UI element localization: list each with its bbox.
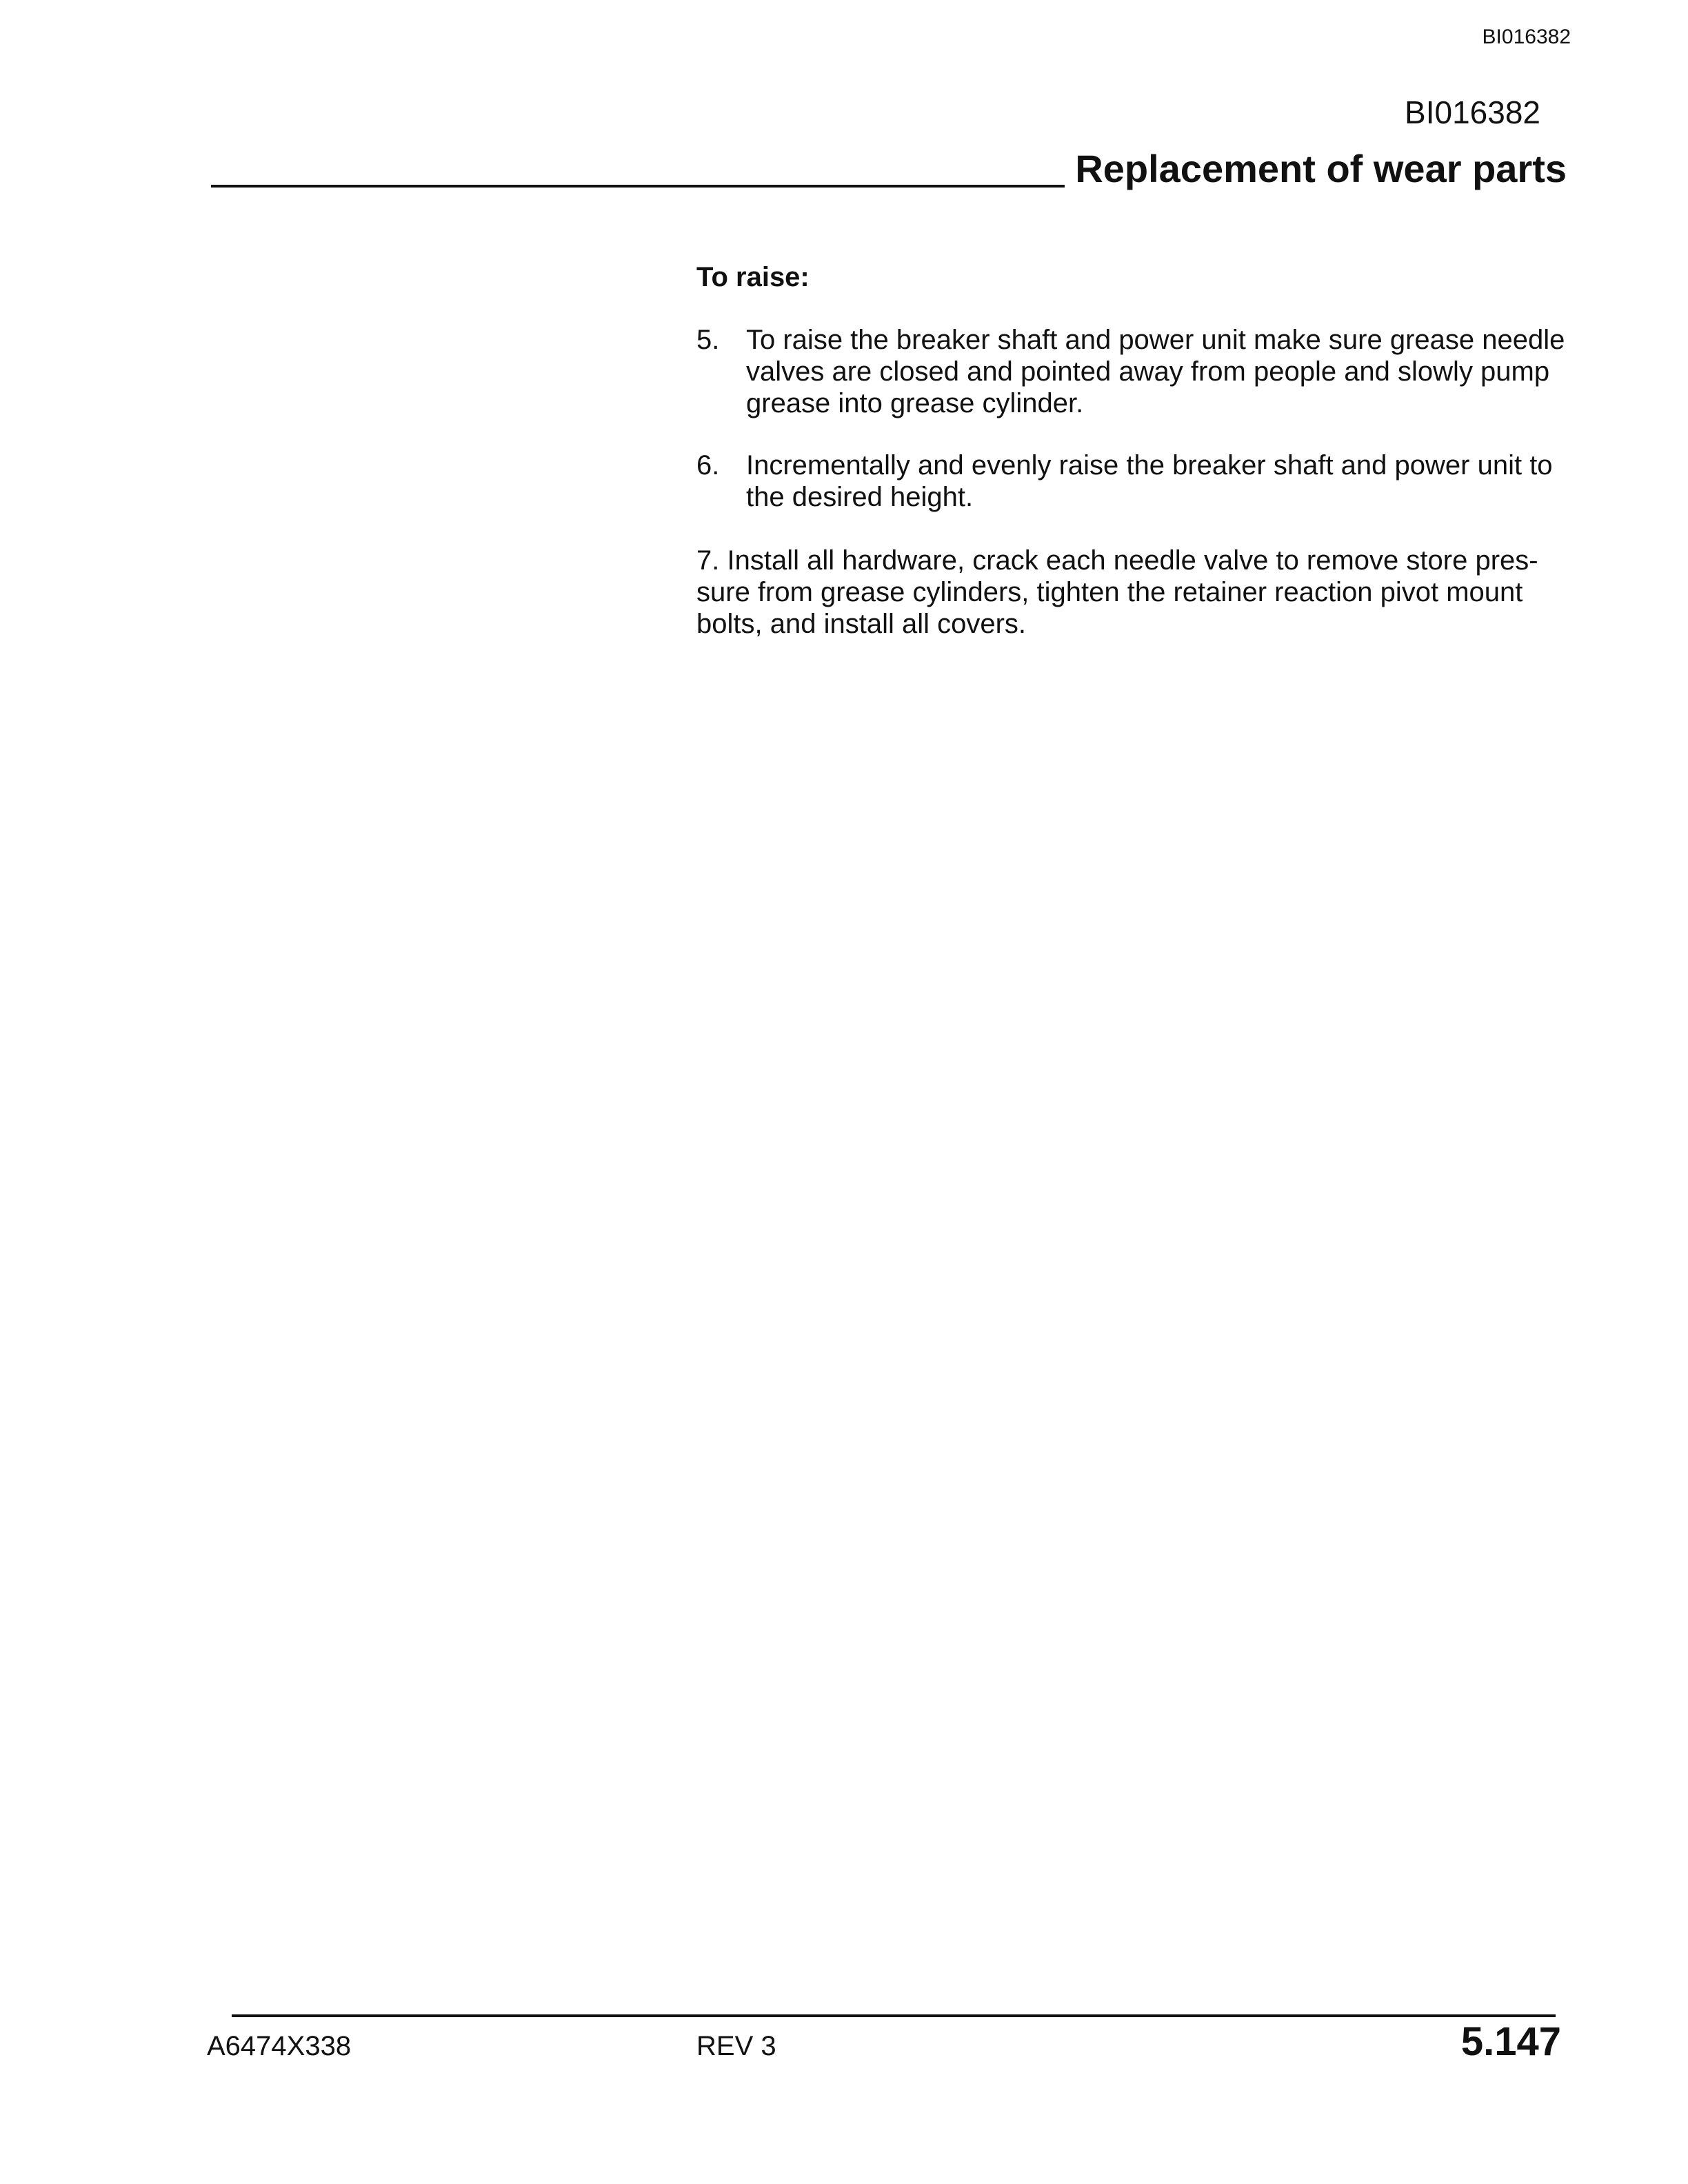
header-rule bbox=[211, 185, 1065, 188]
footer-document-number: A6474X338 bbox=[207, 2031, 352, 2061]
page-number: 5.147 bbox=[1460, 2019, 1561, 2064]
step-5 bbox=[696, 324, 1572, 419]
document-id: BI016382 bbox=[1405, 94, 1540, 130]
step-6 bbox=[696, 449, 1572, 513]
subheading: To raise: bbox=[696, 262, 810, 292]
section-title: Replacement of wear parts bbox=[1075, 147, 1567, 190]
step-number: 5. bbox=[696, 325, 720, 355]
step-7: 7. Install all hardware, crack each needle valve to remove store pres-sure from grease cylinders, tighten the retainer reaction pivot mount bolts, and install all covers. bbox=[696, 545, 1538, 639]
step-number: 6. bbox=[696, 450, 720, 481]
step-text: Incrementally and evenly raise the breaker shaft and power unit to the desired height. bbox=[746, 450, 1553, 512]
document-id-top: BI016382 bbox=[1482, 26, 1571, 48]
footer-revision: REV 3 bbox=[696, 2031, 776, 2061]
footer-rule bbox=[232, 2014, 1556, 2017]
step-text: To raise the breaker shaft and power unit make sure grease needle valves are closed and pointed away from people and slowly pump grease into grease cylinder. bbox=[746, 325, 1565, 418]
